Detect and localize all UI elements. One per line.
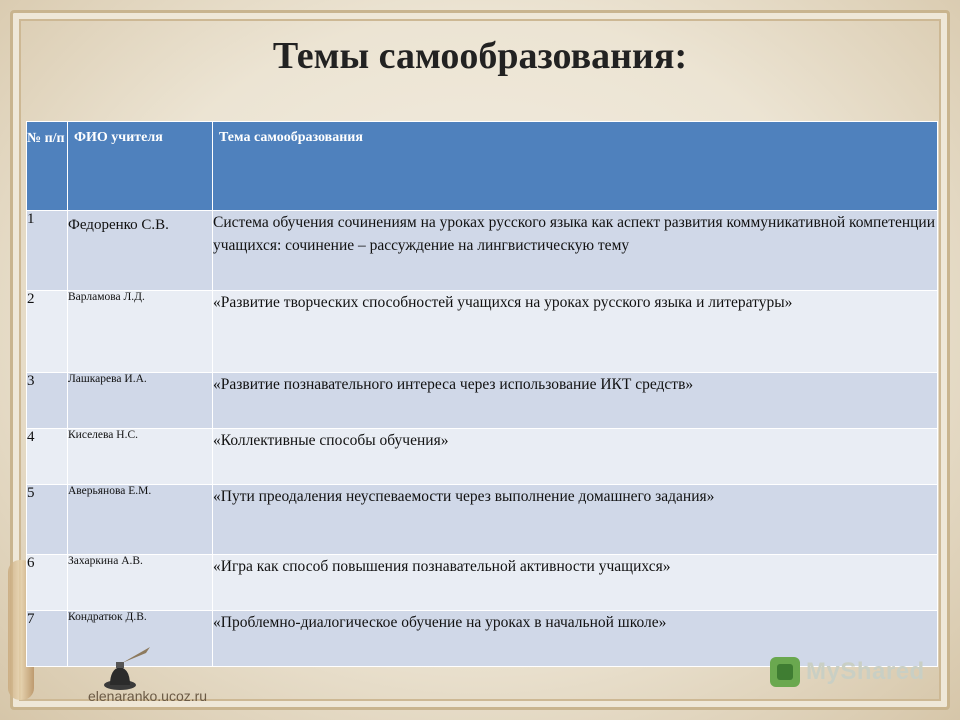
topic-text: «Развитие творческих способностей учащихся на уроках русского языка и литературы»: [213, 291, 938, 373]
header-topic: Тема самообразования: [213, 122, 938, 211]
inkwell-quill-icon: [100, 645, 154, 691]
row-number: 3: [27, 373, 68, 429]
topic-text: «Игра как способ повышения познавательной активности учащихся»: [213, 555, 938, 611]
topic-text: «Развитие познавательного интереса через использование ИКТ средств»: [213, 373, 938, 429]
row-number: 7: [27, 611, 68, 667]
teacher-name: Аверьянова Е.М.: [68, 485, 213, 555]
teacher-name: Лашкарева И.А.: [68, 373, 213, 429]
row-number: 5: [27, 485, 68, 555]
table-row: [27, 373, 938, 429]
row-number: 1: [27, 211, 68, 291]
topic-text: «Пути преодаления неуспеваемости через выполнение домашнего задания»: [213, 485, 938, 555]
table-row: [27, 485, 938, 555]
table-row: [27, 211, 938, 291]
table-row: [27, 555, 938, 611]
topic-text: «Проблемно-диалогическое обучение на уроках в начальной школе»: [213, 611, 938, 667]
topic-text: «Коллективные способы обучения»: [213, 429, 938, 485]
teacher-name: Киселева Н.С.: [68, 429, 213, 485]
row-number: 6: [27, 555, 68, 611]
myshared-watermark: [770, 652, 925, 692]
row-number: 2: [27, 291, 68, 373]
slide-title: Темы самообразования:: [272, 35, 688, 77]
teacher-name: Федоренко С.В.: [68, 211, 213, 291]
table-header-row: [27, 122, 938, 211]
header-number: № п/п: [27, 122, 68, 211]
header-teacher-name: ФИО учителя: [68, 122, 213, 211]
teacher-name: Варламова Л.Д.: [68, 291, 213, 373]
table-row: [27, 429, 938, 485]
topic-text: Система обучения сочинениям на уроках русского языка как аспект развития коммуникативной компетенции учащихся: сочинение – рассуждение на лингвистическую тему: [213, 211, 938, 291]
footer-url: elenaranko.ucoz.ru: [88, 688, 208, 704]
myshared-logo-icon: [770, 657, 800, 687]
teachers-table: [26, 121, 938, 667]
row-number: 4: [27, 429, 68, 485]
watermark-text: MyShared: [806, 658, 925, 685]
teacher-name: Захаркина А.В.: [68, 555, 213, 611]
teacher-name: Кондратюк Д.В.: [68, 611, 213, 667]
table-row: [27, 291, 938, 373]
